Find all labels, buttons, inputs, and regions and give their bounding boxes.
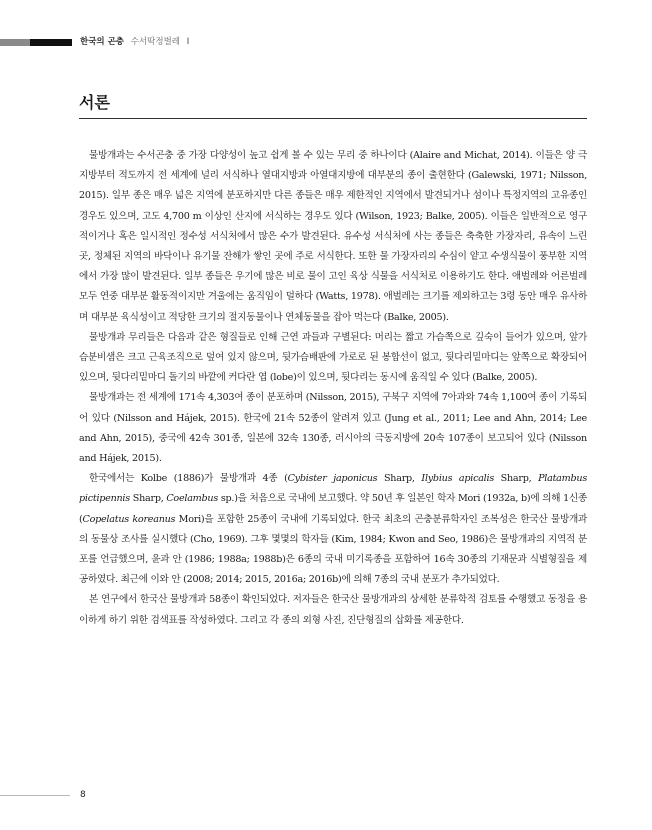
- text-run: sp.)을 처음으로 국내에 보고했다. 약 50년 후 일본인 학자 Mori (1932a, b)에 의해 1신종 (: [79, 493, 587, 525]
- text-run: Sharp,: [494, 473, 539, 485]
- header-separator: I: [186, 37, 190, 47]
- header-gray-bar: [0, 39, 30, 46]
- text-run: 본 연구에서 한국산 물방개과 58종이 확인되었다. 저자들은 한국산 물방개과의 상세한 분류학적 검토를 수행했고 동정을 용이하게 하기 위한 검색표를 작성하였다. 그리고 각 종의 외형 사진, 진단형질의 삽화를 제공한다.: [79, 594, 587, 626]
- paragraph: [79, 469, 587, 590]
- text-run: 물방개과 무리들은 다음과 같은 형질들로 인해 근연 과들과 구별된다: 머리는 짧고 가슴쪽으로 깊숙이 들어가 있으며, 앞가슴분비샘은 크고 근육조직으로 덮여 있지 않으며, 뒷가슴배판에 가로로 된 봉합선이 없고, 뒷다리밑마디는 앞쪽으로 확장되어 있으며, 뒷다리밑마디 돌기의 바깥에 커다란 엽 (lobe)이 있으며, 뒷다리는 동시에 움직일 수 있다 (Balke, 2005).: [79, 331, 587, 384]
- paragraph: [79, 328, 587, 389]
- book-title: 한국의 곤충: [80, 37, 125, 47]
- species-name: Cybister japonicus: [287, 473, 378, 485]
- text-run: Sharp,: [129, 493, 167, 505]
- paragraph: [79, 146, 587, 328]
- paragraph: [79, 388, 587, 469]
- header-black-bar: [30, 39, 72, 46]
- running-header: [80, 35, 189, 49]
- text-run: 한국에서는 Kolbe (1886)가 물방개과 4종 (: [89, 473, 288, 485]
- species-name: Ilybius apicalis: [421, 473, 494, 485]
- footer-rule: [0, 795, 70, 796]
- paragraph: [79, 590, 587, 630]
- title-divider: [79, 118, 587, 119]
- text-run: 물방개과는 수서곤충 중 가장 다양성이 높고 쉽게 볼 수 있는 무리 중 하나이다 (Alaire and Michat, 2014). 이들은 양 극지방부터 적도까지 전 세계에 널리 서식하나 열대지방과 아열대지방에 대부분의 종이 출현한다 (Galewski, 1971; Nilsson, 2015). 일부 종은 매우 넓은 지역에 분포하지만 다른 종들은 매우 제한적인 지역에서 발견되거나 섬이나 특정지역의 고유종인 경우도 있으며, 고도 4,700 m 이상인 산지에 서식하는 경우도 있다 (Wilson, 1923; Balke, 2005). 이들은 일반적으로 영구적이거나 혹은 일시적인 정수성 서식처에서 많은 수가 발견된다. 유수성 서식처에 사는 종들은 축축한 가장자리, 유속이 느린 곳, 정체된 지역의 바닥이나 유기물 잔해가 쌓인 곳에 주로 서식한다. 또한 물 가장자리의 수심이 얕고 수생식물이 풍부한 지역에서 가장 많이 발견된다. 일부 종들은 우기에 많은 비로 물이 고인 육상 식물을 서식처로 이용하기도 한다. 애벌레와 어른벌레 모두 연중 대부분 활동적이지만 겨울에는 움직임이 덜하다 (Watts, 1978). 애벌레는 크기를 제외하고는 3령 동안 매우 유사하며 대부분 육식성이고 적당한 크기의 절지동물이나 연체동물을 잡아 먹는다 (Balke, 2005).: [79, 150, 587, 323]
- page-number: 8: [80, 790, 86, 800]
- body-text: [79, 146, 587, 631]
- section-title: 서론: [79, 93, 110, 112]
- species-name: Copelatus koreanus: [82, 513, 176, 525]
- text-run: Mori)을 포함한 25종이 국내에 기록되었다. 한국 최초의 곤충분류학자인 조복성은 한국산 물방개과의 동물상 조사를 실시했다 (Cho, 1969). 그후 몇몇의 학자들 (Kim, 1984; Kwon and Seo, 1986)은 물방개과의 지역적 분포를 언급했으며, 윤과 안 (1986; 1988a; 1988b)은 6종의 국내 미기록종을 포함하여 16속 30종의 기재문과 식별형질을 제공하였다. 최근에 이와 안 (2008; 2014; 2015, 2016a; 2016b)에 의해 7종의 국내 분포가 추가되었다.: [79, 513, 587, 586]
- species-name: Platambus pictipennis: [79, 473, 587, 505]
- text-run: 물방개과는 전 세계에 171속 4,303여 종이 분포하며 (Nilsson, 2015), 구북구 지역에 7아과와 74속 1,100여 종이 기록되어 있다 (Nilsson and Hájek, 2015). 한국에 21속 52종이 알려져 있고 (Jung et al., 2011; Lee and Ahn, 2014; Lee and Ahn, 2015), 중국에 42속 301종, 일본에 32속 130종, 러시아의 극동지방에 20속 107종이 보고되어 있다 (Nilsson and Hájek, 2015).: [79, 392, 587, 465]
- book-subtitle: 수서딱정벌레: [130, 37, 180, 47]
- species-name: Coelambus: [166, 493, 219, 505]
- text-run: Sharp,: [377, 473, 422, 485]
